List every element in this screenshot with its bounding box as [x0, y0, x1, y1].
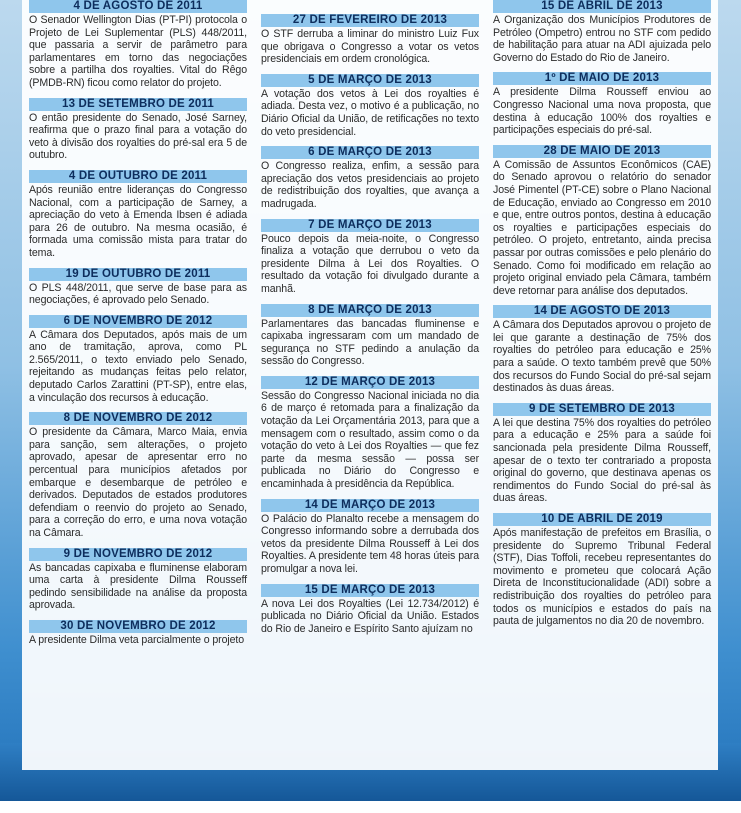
entry-text: O então presidente do Senado, José Sarney, reafirma que o prazo final para a votação do veto à divisão dos royalties do pré-sal era 5 de outubro. [29, 111, 247, 162]
entry-date: 7 DE MARÇO DE 2013 [261, 219, 479, 232]
entry-text: Após reunião entre lideranças do Congresso Nacional, com a participação de Sarney, a apreciação do veto à Emenda Ibsen é adiada para 26 de outubro. Na mesma ocasião, é formada uma comissão mista para tratar do tema. [29, 183, 247, 259]
entry-text: As bancadas capixaba e fluminense elaboram uma carta à presidente Dilma Rousseff pedindo sensibilidade na análise da proposta aprovada. [29, 561, 247, 612]
entry-date: 5 DE MARÇO DE 2013 [261, 74, 479, 87]
timeline-entry [261, 219, 479, 296]
entry-date: 12 DE MARÇO DE 2013 [261, 376, 479, 389]
entry-date: 8 DE NOVEMBRO DE 2012 [29, 412, 247, 425]
entry-date: 9 DE NOVEMBRO DE 2012 [29, 548, 247, 561]
timeline-entry [261, 14, 479, 66]
timeline-entry [493, 72, 711, 136]
entry-text: O PLS 448/2011, que serve de base para as negociações, é aprovado pelo Senado. [29, 281, 247, 307]
timeline-entry [261, 376, 479, 491]
timeline-entry [493, 305, 711, 395]
timeline-entry [29, 98, 247, 162]
timeline-entry [261, 146, 479, 210]
timeline-entry [261, 74, 479, 138]
timeline-entry [29, 548, 247, 612]
entry-date: 4 DE AGOSTO DE 2011 [29, 0, 247, 13]
entry-text: A Comissão de Assuntos Econômicos (CAE) do Senado aprovou o relatório do senador José Pimentel (PT-CE) sobre o Plano Nacional de Educação, enviado ao Congresso em 2010 e que, entre outros pontos, destina à educação os royalties e participações especiais do petróleo. O projeto, entretanto, ainda precisa passar por outras comissões e pelo plenário do Senado. Como foi modificado em relação ao projeto original enviado pela Câmara, também deve retornar para análise dos deputados. [493, 158, 711, 297]
timeline-entry [29, 412, 247, 539]
entry-text: O STF derruba a liminar do ministro Luiz Fux que obrigava o Congresso a votar os vetos presidenciais em ordem cronológica. [261, 28, 479, 66]
entry-text: Sessão do Congresso Nacional iniciada no dia 6 de março é retomada para a finalização da votação da Lei Orçamentária 2013, para que a mensagem com o resultado, assim como o da votação do veto à Lei dos Royalties — que fez parte da mesma sessão — possa ser publicada no Diário do Congresso e encaminhada à presidência da República. [261, 389, 479, 491]
entry-date: 6 DE NOVEMBRO DE 2012 [29, 315, 247, 328]
timeline-entry [493, 403, 711, 505]
entry-text: O Palácio do Planalto recebe a mensagem do Congresso informando sobre a derrubada dos vetos da presidente Dilma Rousseff à Lei dos Royalties. A presidente tem 48 horas úteis para promulgar a nova lei. [261, 512, 479, 575]
timeline-entry [261, 584, 479, 636]
timeline-column-3 [486, 0, 718, 770]
entry-text: Parlamentares das bancadas fluminense e capixaba ingressaram com um mandado de segurança no STF pedindo a anulação da sessão do Congresso. [261, 317, 479, 368]
entry-text: O Senador Wellington Dias (PT-PI) protocola o Projeto de Lei Suplementar (PLS) 448/2011, que passaria a servir de parâmetro para parlamentares em torno das negociações sobre a partilha dos royalties. Vital do Rêgo (PMDB-RN) ficou como relator do projeto. [29, 14, 247, 89]
bottom-margin [0, 801, 741, 813]
entry-date: 27 DE FEVEREIRO DE 2013 [261, 14, 479, 27]
timeline-column-2 [254, 0, 486, 770]
timeline-entry [29, 0, 247, 90]
entry-date: 30 DE NOVEMBRO DE 2012 [29, 620, 247, 633]
timeline-entry [29, 620, 247, 647]
entry-date: 13 DE SETEMBRO DE 2011 [29, 98, 247, 111]
entry-date: 14 DE AGOSTO DE 2013 [493, 305, 711, 318]
entry-date: 1º DE MAIO DE 2013 [493, 72, 711, 85]
entry-date: 6 DE MARÇO DE 2013 [261, 146, 479, 159]
timeline-entry [29, 315, 247, 405]
entry-date: 15 DE MARÇO DE 2013 [261, 584, 479, 597]
entry-text: O Congresso realiza, enfim, a sessão para apreciação dos vetos presidenciais ao projeto de redistribuição dos royalties, que avança a madrugada. [261, 160, 479, 210]
timeline-entry [261, 499, 479, 576]
entry-text: A presidente Dilma Rousseff enviou ao Congresso Nacional uma nova proposta, que destina à educação 100% dos royalties e participações especiais do pré-sal. [493, 86, 711, 137]
entry-text: A presidente Dilma veta parcialmente o projeto [29, 633, 245, 646]
entry-text: A Câmara dos Deputados aprovou o projeto de lei que garante a destinação de 75% dos royalties do petróleo para educação e 25% para a saúde. O texto também prevê que 50% dos recursos do Fundo Social do pré-sal sejam destinados às duas áreas. [493, 319, 711, 395]
timeline-entry [29, 170, 247, 260]
timeline-entry [493, 0, 711, 64]
entry-text: A Câmara dos Deputados, após mais de um ano de tramitação, aprova, como PL 2.565/2011, o texto enviado pelo Senado, rejeitando as mudanças feitas pelo relator, deputado Carlos Zarattini (PT-SP), entre elas, a vinculação dos recursos à educação. [29, 328, 247, 404]
entry-date: 15 DE ABRIL DE 2013 [493, 0, 711, 13]
timeline-entry [493, 145, 711, 298]
entry-text: Após manifestação de prefeitos em Brasília, o presidente do Supremo Tribunal Federal (STF), Dias Toffoli, recebeu representantes do movimento e prometeu que colocará Ação Direta de Inconstitucionalidade (ADI) sobre a redistribuição dos royalties do petróleo para todos os municípios e estados do país na pauta de julgamentos no dia 20 de novembro. [493, 527, 711, 628]
entry-date: 19 DE OUTUBRO DE 2011 [29, 268, 247, 281]
entry-date: 8 DE MARÇO DE 2013 [261, 304, 479, 317]
entry-text: A lei que destina 75% dos royalties do petróleo para a educação e 25% para a saúde foi sancionada pela presidente Dilma Rousseff, apesar de o texto ter contrariado a proposta original do governo, que destinava apenas os rendimentos do Fundo Social do pré-sal às duas áreas. [493, 416, 711, 505]
entry-date: 28 DE MAIO DE 2013 [493, 145, 711, 158]
entry-text: Pouco depois da meia-noite, o Congresso finaliza a votação que derrubou o veto da presidente Dilma à Lei dos Royalties. O resultado da votação foi divulgado durante a manhã. [261, 232, 479, 295]
entry-date: 4 DE OUTUBRO DE 2011 [29, 170, 247, 183]
entry-date: 10 DE ABRIL DE 2019 [493, 513, 711, 526]
timeline-entry [29, 268, 247, 307]
timeline-entry [493, 513, 711, 628]
entry-text: A nova Lei dos Royalties (Lei 12.734/2012) é publicada no Diário Oficial da União. Estados do Rio de Janeiro e Espírito Santo ajuízam no [261, 597, 479, 635]
entry-date: 9 DE SETEMBRO DE 2013 [493, 403, 711, 416]
entry-text: A votação dos vetos à Lei dos royalties é adiada. Desta vez, o motivo é a publicação, no Diário Oficial da União, de retificações no texto do veto presidencial. [261, 87, 479, 138]
timeline-entry [261, 304, 479, 368]
entry-text: O presidente da Câmara, Marco Maia, envia para sanção, sem alterações, o projeto aprovado, apesar de apresentar erro no percentual para municípios afetados por embarque e desembarque de petróleo e derivados. Deputados de estados produtores defendiam o reenvio do projeto ao Senado, para a correção do erro, e uma nova votação na Câmara. [29, 426, 247, 539]
timeline-column-1 [22, 0, 254, 770]
entry-date: 14 DE MARÇO DE 2013 [261, 499, 479, 512]
entry-text: A Organização dos Municípios Produtores de Petróleo (Ompetro) entrou no STF com pedido de habilitação para atuar na ADI ajuizada pelo Governo do Estado do Rio de Janeiro. [493, 14, 711, 64]
